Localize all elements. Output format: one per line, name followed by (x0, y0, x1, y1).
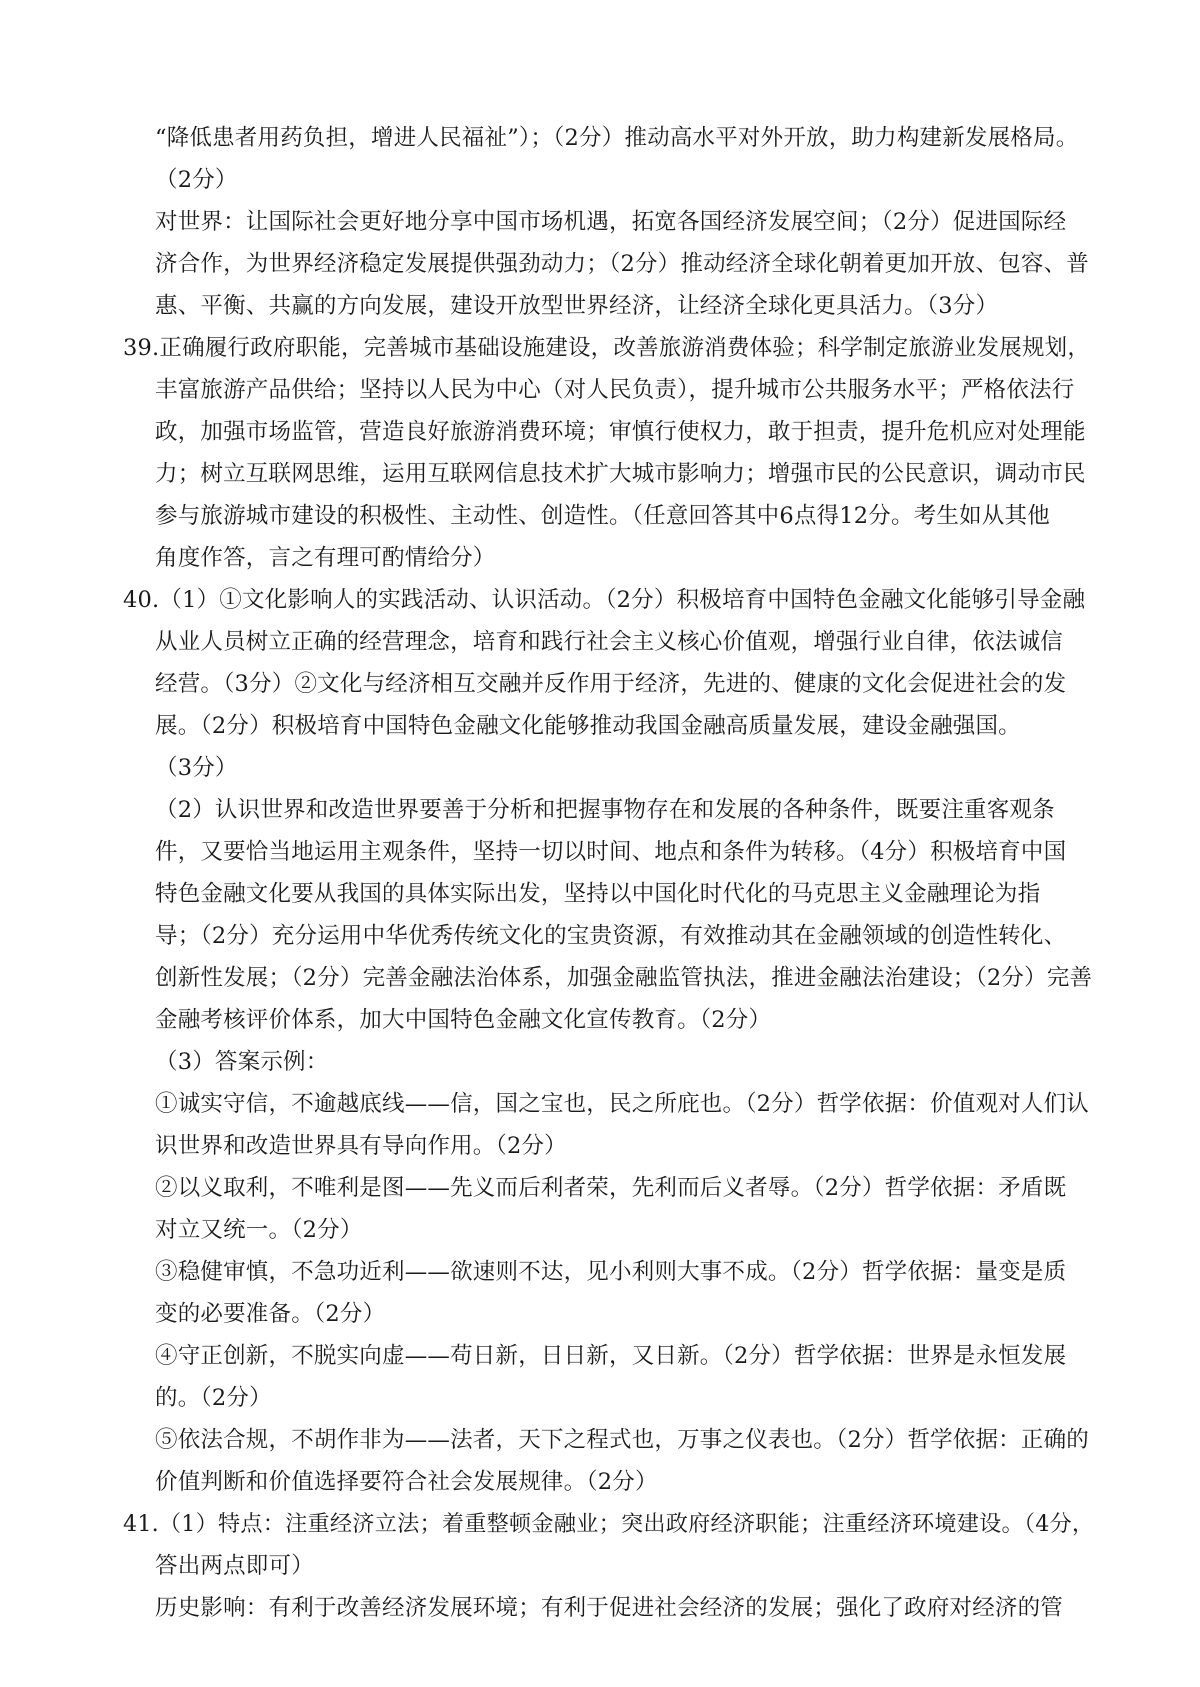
text-line: 金融考核评价体系，加大中国特色金融文化宣传教育。（2分） (155, 1007, 772, 1033)
text-line: 件，又要恰当地运用主观条件，坚持一切以时间、地点和条件为转移。（4分）积极培育中国 (155, 839, 1067, 865)
text-line: （2）认识世界和改造世界要善于分析和把握事物存在和发展的各种条件，既要注重客观条 (155, 797, 1055, 823)
text-line: 从业人员树立正确的经营理念，培育和践行社会主义核心价值观，增强行业自律，依法诚信 (155, 629, 1064, 655)
text-line: 对世界：让国际社会更好地分享中国市场机遇，拓宽各国经济发展空间；（2分）促进国际经 (155, 209, 1067, 235)
text-line: 导；（2分）充分运用中华优秀传统文化的宝贵资源，有效推动其在金融领域的创造性转化、 (155, 923, 1067, 949)
text-line: 角度作答，言之有理可酌情给分） (155, 545, 496, 571)
text-line: 参与旅游城市建设的积极性、主动性、创造性。（任意回答其中6点得12分。考生如从其他 (155, 503, 1050, 529)
text-line: 答出两点即可） (155, 1553, 314, 1579)
text-line: 济合作，为世界经济稳定发展提供强劲动力；（2分）推动经济全球化朝着更加开放、包容、普 (155, 251, 1089, 277)
text-line: 的。（2分） (155, 1385, 272, 1411)
text-line: （2分） (155, 167, 238, 193)
text-line: ⑤依法合规，不胡作非为——法者，天下之程式也，万事之仪表也。（2分）哲学依据：正确的 (155, 1427, 1089, 1453)
text-line: 展。（2分）积极培育中国特色金融文化能够推动我国金融高质量发展，建设金融强国。 (155, 713, 1021, 739)
text-line: 创新性发展；（2分）完善金融法治体系，加强金融监管执法，推进金融法治建设；（2分）完善 (155, 965, 1093, 991)
text-line: 历史影响：有利于改善经济发展环境；有利于促进社会经济的发展；强化了政府对经济的管 (155, 1595, 1064, 1621)
text-line: 惠、平衡、共赢的方向发展，建设开放型世界经济，让经济全球化更具活力。（3分） (155, 293, 999, 319)
text-line: （3分） (155, 755, 238, 781)
text-line: 特色金融文化要从我国的具体实际出发，坚持以中国化时代化的马克思主义金融理论为指 (155, 881, 1041, 907)
text-line: ②以义取利，不唯利是图——先义而后利者荣，先利而后义者辱。（2分）哲学依据：矛盾既 (155, 1175, 1067, 1201)
question-40-line: 40.（1）①文化影响人的实践活动、认识活动。（2分）积极培育中国特色金融文化能够引导金融 (123, 587, 1086, 613)
text-line: “降低患者用药负担，增进人民福祉”）；（2分）推动高水平对外开放，助力构建新发展格局。 (155, 125, 1079, 151)
text-line: 变的必要准备。（2分） (155, 1301, 386, 1327)
text-line: 丰富旅游产品供给；坚持以人民为中心（对人民负责），提升城市公共服务水平；严格依法行 (155, 377, 1075, 403)
text-line: 力；树立互联网思维，运用互联网信息技术扩大城市影响力；增强市民的公民意识，调动市民 (155, 461, 1086, 487)
text-line: 政，加强市场监管，营造良好旅游消费环境；审慎行使权力，敢于担责，提升危机应对处理能 (155, 419, 1086, 445)
text-line: 价值判断和价值选择要符合社会发展规律。（2分） (155, 1469, 658, 1495)
question-41-line: 41.（1）特点：注重经济立法；着重整顿金融业；突出政府经济职能；注重经济环境建设。（4分， (123, 1511, 1095, 1537)
text-line: ③稳健审慎，不急功近利——欲速则不达，见小利则大事不成。（2分）哲学依据：量变是质 (155, 1259, 1067, 1285)
text-line: 对立又统一。（2分） (155, 1217, 363, 1243)
text-line: ④守正创新，不脱实向虚——苟日新，日日新，又日新。（2分）哲学依据：世界是永恒发展 (155, 1343, 1067, 1369)
question-39-line: 39.正确履行政府职能，完善城市基础设施建设，改善旅游消费体验；科学制定旅游业发展规划， (123, 335, 1091, 361)
text-line: 经营。（3分）②文化与经济相互交融并反作用于经济，先进的、健康的文化会促进社会的发 (155, 671, 1067, 697)
text-line: 识世界和改造世界具有导向作用。（2分） (155, 1133, 567, 1159)
text-line: ①诚实守信，不逾越底线——信，国之宝也，民之所庇也。（2分）哲学依据：价值观对人们认 (155, 1091, 1089, 1117)
text-line: （3）答案示例： (155, 1049, 329, 1075)
